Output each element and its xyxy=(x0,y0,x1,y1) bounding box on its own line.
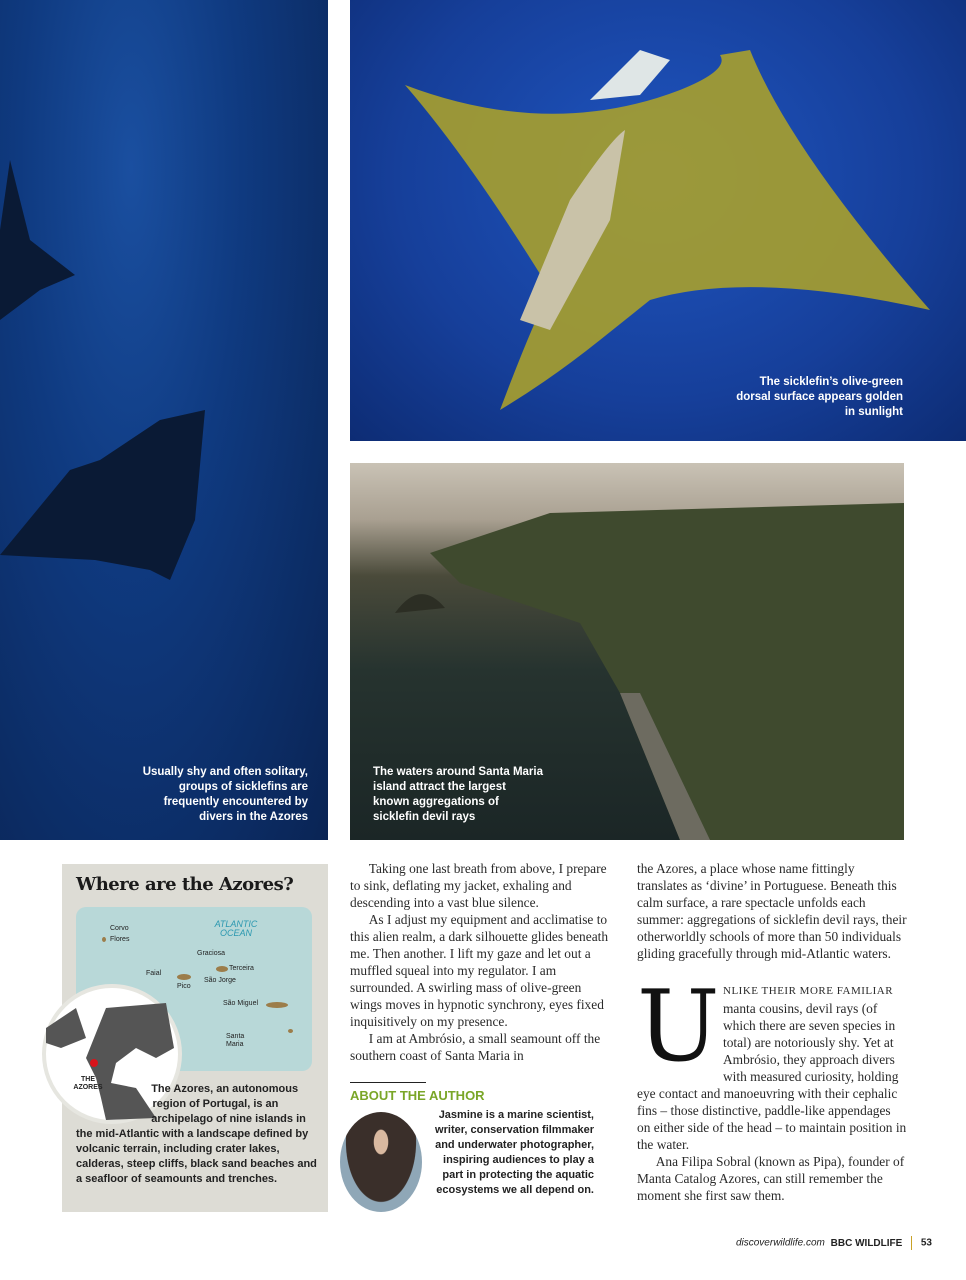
sidebar-text xyxy=(76,1082,322,1187)
globe-label: THE AZORES xyxy=(73,1076,103,1091)
island-label: Faial xyxy=(146,970,162,977)
sidebar-body: The Azores, an autonomous region of Portugal, is an archipelago of nine islands in the mid-Atlantic with a landscape defined by volcanic terrain, including crater lakes, calderas, steep cliffs, black sand beaches and a seafloor of seamounts and trenches. xyxy=(76,1083,317,1185)
paragraph: manta cousins, devil rays (of which there are seven species in total) are notoriously shy. Yet at Ambrósio, they approach divers with measured curiosity, holding eye contact and manoeuvring with their cephalic fins – those distinctive, paddle-like appendages on either side of the head – to maintain position in the water. xyxy=(637,1001,907,1152)
paragraph: Ana Filipa Sobral (known as Pipa), founder of Manta Catalog Azores, can still remember the moment she first saw them. xyxy=(637,1154,905,1203)
article-column-1 xyxy=(350,860,612,1064)
caption-mid: The waters around Santa Maria island attract the largest known aggregations of sicklefin devil rays xyxy=(373,766,543,823)
footer-site: discoverwildlife.com xyxy=(735,1237,825,1249)
sidebar-title: Where are the Azores? xyxy=(76,874,294,895)
photo-santa-maria-coast xyxy=(350,463,904,840)
island-shape xyxy=(102,937,106,942)
page-footer xyxy=(736,1236,932,1250)
author-photo xyxy=(340,1112,422,1212)
island-shape xyxy=(177,974,191,980)
island-shape xyxy=(266,1002,288,1008)
island-label: Pico xyxy=(177,983,191,990)
divider xyxy=(350,1082,426,1083)
article-column-2 xyxy=(637,860,907,1204)
paragraph: I am at Ambrósio, a small seamount off the southern coast of Santa Maria in xyxy=(350,1031,601,1063)
island-label: São Miguel xyxy=(223,1000,259,1007)
photo-sicklefin-golden xyxy=(350,0,966,441)
footer-divider xyxy=(911,1236,912,1250)
author-bio: Jasmine is a marine scientist, writer, conservation filmmaker and underwater photographer, inspiring audiences to play a part in protecting the aquatic ecosystems we all depend on. xyxy=(435,1109,594,1196)
island-label: Corvo xyxy=(110,925,129,932)
island-label: Graciosa xyxy=(197,950,226,957)
island-shape xyxy=(216,966,228,972)
caption-left: Usually shy and often solitary, groups of sicklefins are frequently encountered by divers in the Azores xyxy=(142,766,308,823)
island-label: Terceira xyxy=(229,965,254,972)
island-label: Flores xyxy=(110,936,130,943)
paragraph: Taking one last breath from above, I prepare to sink, deflating my jacket, exhaling and descending into a vast blue silence. xyxy=(350,861,607,910)
photo-devil-rays-silhouettes xyxy=(0,0,328,840)
drop-cap: U xyxy=(637,970,720,1084)
ocean-label: ATLANTIC OCEAN xyxy=(214,919,258,938)
ray-silhouettes-icon xyxy=(0,0,328,840)
caption-top: The sicklefin’s olive-green dorsal surface appears golden in sunlight xyxy=(736,376,903,418)
paragraph: the Azores, a place whose name fittingly translates as ‘divine’ in Portuguese. Beneath this calm surface, a rare spectacle unfolds each summer: aggregations of sicklefin devil rays, their otherworldly schools of more than 50 individuals gliding gracefully through mid-Atlantic waters. xyxy=(637,861,907,961)
author-heading: ABOUT THE AUTHOR xyxy=(350,1088,485,1103)
island-label: Santa Maria xyxy=(226,1033,245,1048)
island-shape xyxy=(288,1029,293,1033)
page-number: 53 xyxy=(920,1237,932,1249)
azores-map-box xyxy=(62,864,328,1212)
island-label: São Jorge xyxy=(204,977,236,984)
footer-brand: BBC WILDLIFE xyxy=(830,1237,903,1249)
paragraph: As I adjust my equipment and acclimatise to this alien realm, a dark silhouette glides beneath me. Then another. I lift my gaze and let out a muffled squeal into my regulator. I am surrounded. A swirling mass of olive-green wings moves in hypnotic synchrony, eyes fixed inquisitively on my presence. xyxy=(350,912,609,1029)
lead-in: NLIKE THEIR MORE FAMILIAR xyxy=(723,985,894,997)
